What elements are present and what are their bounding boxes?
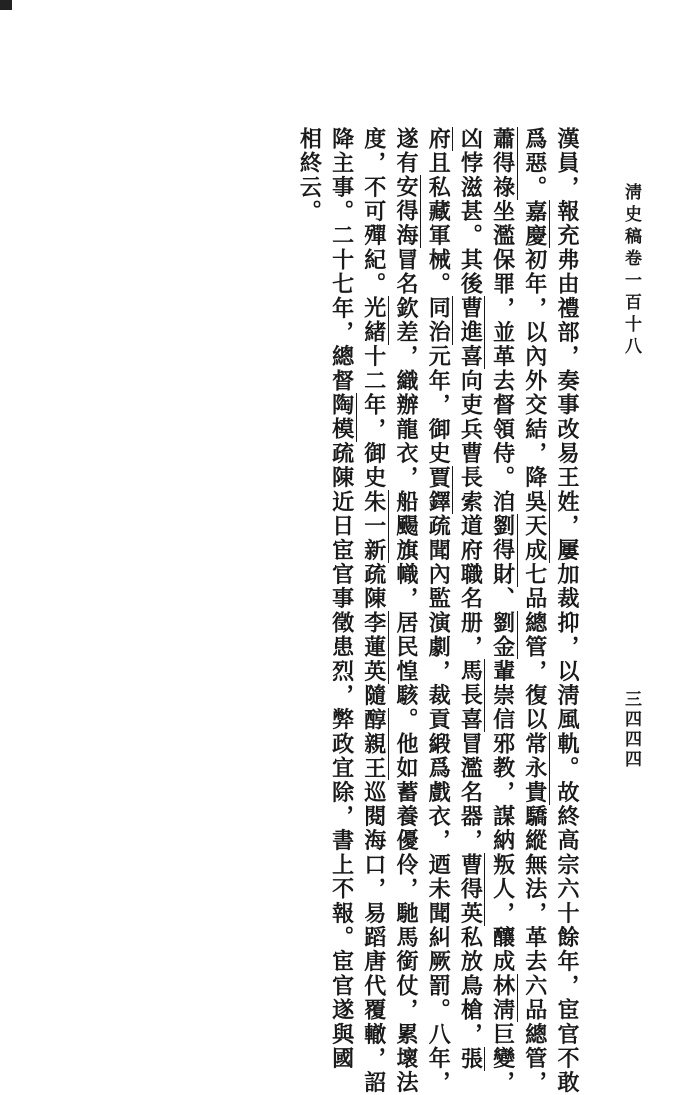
proper-name-mark: 朱一新 [360, 490, 387, 563]
proper-name-mark: 醇親王 [360, 707, 387, 781]
text-segment: 冒名欽差，織辦龍衣，船颺旗幟，居民惶駭。他如蓄養優伶，馳馬銜仗，累壞法 [392, 248, 419, 1095]
page-number: 三四四四 [621, 690, 641, 770]
text-segment: 度，不可殫紀。 [360, 127, 387, 297]
proper-name-mark: 賈鐸 [425, 465, 452, 515]
text-segment: 巡閱海口，易蹈唐代覆轍，詔 [360, 780, 387, 1095]
text-segment: 且私藏軍械。 [425, 151, 452, 297]
text-segment: 、 [489, 586, 516, 612]
text-segment: 漢員，報充弗由禮部，奏事改易王姓，屢加裁抑，以淸風軌。故終高宗六十餘年，宦官不敢 [554, 127, 580, 1095]
text-segment: 初年，以內外交結，降 [521, 248, 548, 491]
text-segment: 驕縱無法，革去六品總管， [521, 804, 548, 1095]
proper-name-mark: 嘉慶 [521, 199, 548, 249]
text-segment: 向吏兵曹長索道府職名册， [457, 369, 484, 660]
text-segment: 隨 [360, 683, 387, 708]
text-segment: 私放鳥槍， [457, 925, 484, 1047]
proper-name-mark: 蕭得祿 [489, 127, 516, 200]
text-column [325, 127, 357, 1071]
proper-name-mark: 光緒 [360, 296, 387, 345]
proper-name-mark: 劉金 [489, 611, 516, 660]
proper-name-mark: 林淸 [489, 974, 516, 1023]
text-column [422, 127, 454, 1095]
scan-corner-mark [0, 0, 12, 10]
text-segment: 遂有 [392, 127, 419, 176]
text-segment: 七品總管，復以 [521, 562, 548, 733]
text-segment: 凶悖滋甚。其後 [457, 127, 484, 297]
text-segment: 爲惡。 [521, 127, 548, 200]
text-segment: 疏陳近日宦官事徵患烈，弊政宜除，書上不報。宦官遂與國 [328, 441, 355, 1071]
proper-name-mark: 曹進喜 [457, 296, 484, 370]
running-head: 淸史稿卷一百十八 [621, 183, 641, 359]
text-segment: 元年，御史 [425, 344, 452, 466]
text-segment: 降主事。二十七年，總督 [328, 127, 355, 394]
text-column [454, 127, 486, 1071]
proper-name-mark: 府 [425, 127, 452, 152]
text-segment: 疏聞內監演劇，裁貢緞爲戲衣，迺未聞糾厥罰。八年， [425, 514, 452, 1095]
text-segment: 冒濫名器， [457, 732, 484, 854]
text-column [390, 127, 422, 1095]
proper-name-mark: 同治 [425, 296, 452, 345]
body-text [293, 127, 583, 1095]
proper-name-mark: 吳天成 [521, 490, 548, 563]
proper-name-mark: 李蓮英 [360, 611, 387, 684]
proper-name-mark: 曹得英 [457, 853, 484, 926]
proper-name-mark: 常永貴 [521, 732, 548, 805]
proper-name-mark: 張 [457, 1046, 484, 1071]
text-column [551, 127, 583, 1095]
proper-name-mark: 安得海 [392, 175, 419, 249]
text-segment: 相終云。 [296, 127, 323, 224]
text-column [358, 127, 390, 1095]
text-segment: 輩崇信邪教，謀納叛人，釀成 [489, 659, 516, 975]
text-segment: 十二年，御史 [360, 344, 387, 491]
text-column [293, 127, 325, 947]
text-segment: 巨變， [489, 1022, 516, 1095]
text-column [519, 127, 551, 1095]
text-segment: 坐濫保罪，並革去督領侍。洎 [489, 199, 516, 515]
text-column [486, 127, 518, 1095]
proper-name-mark: 劉得財 [489, 514, 516, 587]
proper-name-mark: 陶模 [328, 393, 355, 442]
text-segment: 疏陳 [360, 562, 387, 612]
proper-name-mark: 馬長喜 [457, 659, 484, 733]
